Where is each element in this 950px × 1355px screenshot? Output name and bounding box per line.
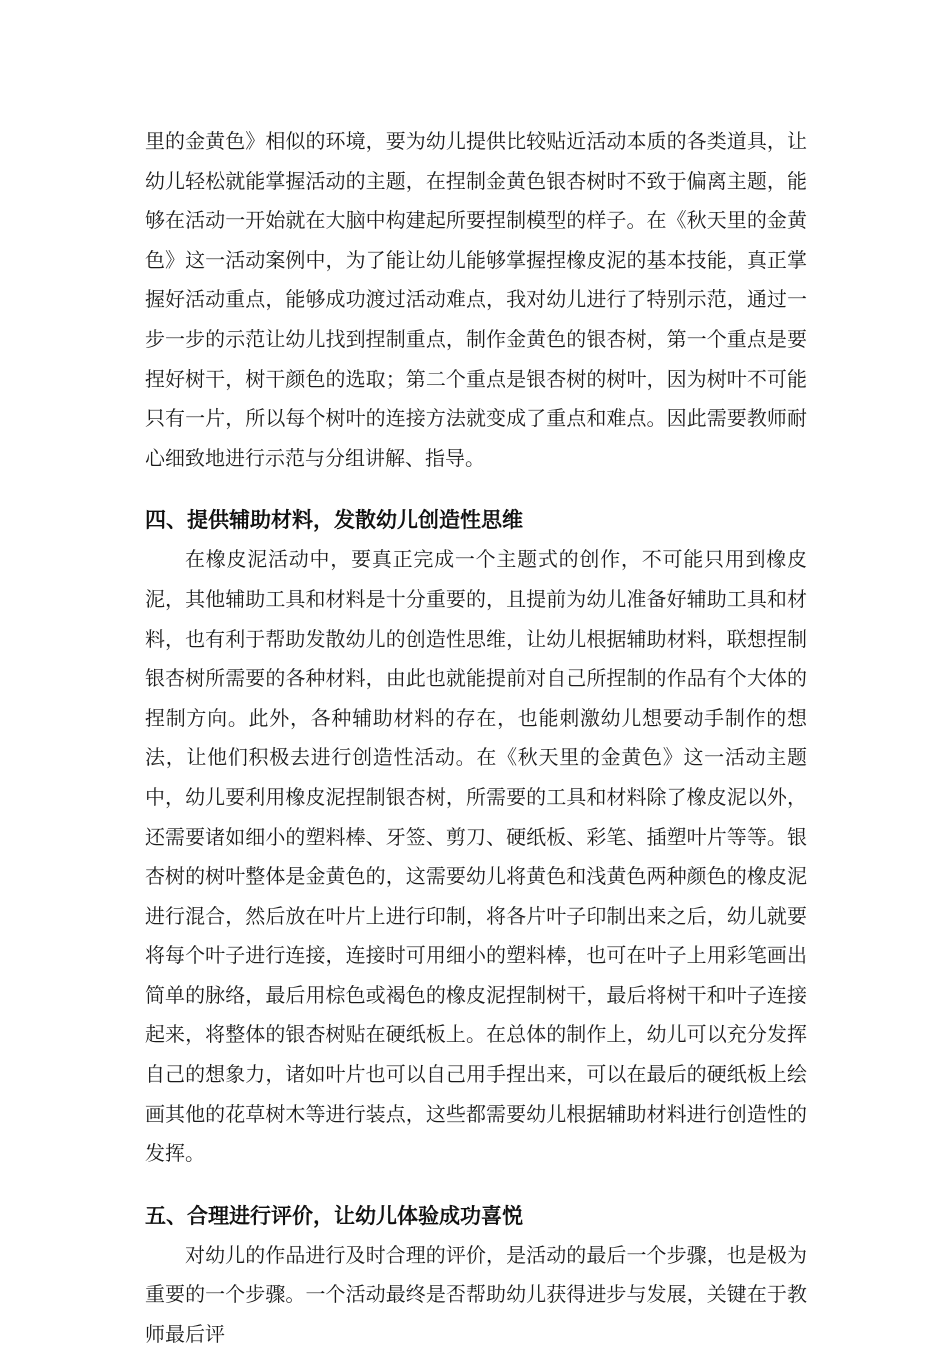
paragraph-section-five: 对幼儿的作品进行及时合理的评价，是活动的最后一个步骤，也是极为重要的一个步骤。一个活动最终是否帮助幼儿获得进步与发展，关键在于教师最后评: [145, 1242, 807, 1347]
section-heading-four: 四、提供辅助材料，发散幼儿创造性思维: [145, 508, 523, 533]
document-body: [145, 122, 807, 1355]
paragraph-continuation: 里的金黄色》相似的环境，要为幼儿提供比较贴近活动本质的各类道具，让幼儿轻松就能掌握活动的主题，在捏制金黄色银杏树时不致于偏离主题，能够在活动一开始就在大脑中构建起所要捏制模型的样子。在《秋天里的金黄色》这一活动案例中，为了能让幼儿能够掌握捏橡皮泥的基本技能，真正掌握好活动重点，能够成功渡过活动难点，我对幼儿进行了特别示范，通过一步一步的示范让幼儿找到捏制重点，制作金黄色的银杏树，第一个重点是要捏好树干，树干颜色的选取；第二个重点是银杏树的树叶，因为树叶不可能只有一片，所以每个树叶的连接方法就变成了重点和难点。因此需要教师耐心细致地进行示范与分组讲解、指导。: [145, 129, 807, 470]
section-heading-five: 五、合理进行评价，让幼儿体验成功喜悦: [145, 1203, 523, 1228]
paragraph-section-four: 在橡皮泥活动中，要真正完成一个主题式的创作，不可能只用到橡皮泥，其他辅助工具和材料是十分重要的，且提前为幼儿准备好辅助工具和材料，也有利于帮助发散幼儿的创造性思维，让幼儿根据辅助材料，联想捏制银杏树所需要的各种材料，由此也就能提前对自己所捏制的作品有个大体的捏制方向。此外，各种辅助材料的存在，也能刺激幼儿想要动手制作的想法，让他们积极去进行创造性活动。在《秋天里的金黄色》这一活动主题中，幼儿要利用橡皮泥捏制银杏树，所需要的工具和材料除了橡皮泥以外，还需要诸如细小的塑料棒、牙签、剪刀、硬纸板、彩笔、插塑叶片等等。银杏树的树叶整体是金黄色的，这需要幼儿将黄色和浅黄色两种颜色的橡皮泥进行混合，然后放在叶片上进行印制，将各片叶子印制出来之后，幼儿就要将每个叶子进行连接，连接时可用细小的塑料棒，也可在叶子上用彩笔画出简单的脉络，最后用棕色或褐色的橡皮泥捏制树干，最后将树干和叶子连接起来，将整体的银杏树贴在硬纸板上。在总体的制作上，幼儿可以充分发挥自己的想象力，诸如叶片也可以自己用手捏出来，可以在最后的硬纸板上绘画其他的花草树木等进行装点，这些都需要幼儿根据辅助材料进行创造性的发挥。: [145, 547, 807, 1166]
